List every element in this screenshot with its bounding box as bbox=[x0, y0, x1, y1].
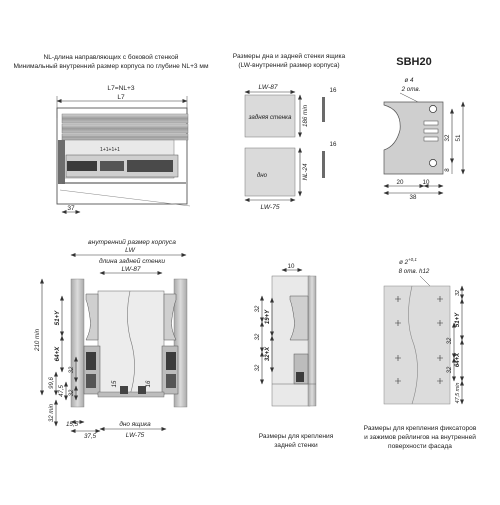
back-panel-label: задняя стенка bbox=[248, 114, 292, 121]
back-mount-side-wall bbox=[308, 276, 316, 406]
lower-rail bbox=[62, 134, 188, 140]
drawer-bottom-label: дно ящика bbox=[119, 421, 151, 428]
bottom-panel-width-label: LW-75 bbox=[260, 204, 280, 211]
facade-hole-diameter: ø $2^{+0,1}$ bbox=[399, 257, 417, 266]
front-fixing bbox=[58, 140, 65, 184]
lw87-label: LW-87 bbox=[121, 266, 141, 273]
bracket-hole-bottom bbox=[429, 159, 436, 166]
dim-32min-label: 32 min bbox=[49, 403, 55, 423]
dim-15-label: 15 bbox=[112, 380, 118, 388]
back-mount-dim-10: 10 bbox=[287, 263, 295, 270]
dim-996-label: 99,6 bbox=[49, 377, 55, 389]
back-mount-dim-32a: 32 bbox=[255, 305, 261, 313]
fixing-pattern-label: 1+1+1+1 bbox=[100, 147, 120, 153]
model-title: SBH20 bbox=[396, 56, 432, 68]
facade-dim-51y: 51+Y bbox=[455, 312, 461, 328]
bracket-dim-32: 32 bbox=[444, 134, 451, 142]
side-view-drawing bbox=[57, 85, 190, 212]
inner-size-label: внутренний размер корпуса bbox=[88, 239, 176, 246]
bottom-panel-label: дно bbox=[256, 172, 268, 179]
dim-51y-label: 51+Y bbox=[54, 310, 61, 326]
back-length-label: длина задней стенки bbox=[98, 258, 166, 265]
bracket-dim-10: 10 bbox=[422, 179, 430, 186]
bracket-dim-38: 38 bbox=[409, 194, 417, 201]
bracket-dim-20: 20 bbox=[396, 179, 404, 186]
facade-dim-32a: 32 bbox=[455, 290, 461, 296]
dim-155-label: 15,5 bbox=[65, 421, 79, 428]
facade-caption-2: и зажимов рейлингов на внутренней bbox=[364, 434, 476, 441]
panel-sizes-subtitle: (LW-внутренний размер корпуса) bbox=[238, 62, 340, 69]
bottom-panel-thickness: 16 bbox=[329, 141, 337, 148]
facade-hole-count: 8 отв. h12 bbox=[398, 268, 430, 275]
guide-length-note bbox=[13, 53, 208, 70]
facade-caption-1: Размеры для крепления фиксаторов bbox=[363, 425, 477, 432]
back-mount-dim-32c: 32 bbox=[255, 364, 261, 372]
facade-drawing bbox=[364, 257, 477, 450]
upper-rail bbox=[62, 114, 188, 123]
bracket-slot-3 bbox=[424, 137, 438, 141]
runner-block-2 bbox=[100, 161, 124, 171]
bracket-dim-51: 51 bbox=[455, 134, 462, 142]
lw-label: LW bbox=[125, 247, 135, 254]
bracket-hole-count: 2 отв. bbox=[401, 86, 421, 93]
bottom-panel-edge bbox=[322, 151, 325, 178]
dim-64x-label: 64+X bbox=[54, 346, 61, 362]
runner-block-1 bbox=[67, 161, 97, 171]
cabinet-left-wall bbox=[71, 279, 84, 407]
back-panel-width-label: LW-87 bbox=[258, 84, 278, 91]
dim-32b-label: 32 bbox=[69, 389, 75, 397]
dim-475-label: 47,5 bbox=[59, 385, 65, 397]
middle-rail bbox=[62, 124, 188, 133]
bottom-panel bbox=[245, 148, 295, 196]
facade-dim-64x: 64+X bbox=[455, 352, 461, 368]
back-panel-thickness: 16 bbox=[329, 87, 337, 94]
bracket-hole-diameter: ø 4 bbox=[404, 77, 414, 84]
dim-375-label: 37,5 bbox=[83, 433, 97, 440]
front-view-drawing bbox=[34, 238, 187, 440]
bracket-drawing bbox=[384, 56, 463, 201]
facade-dim-475: 47,5 min bbox=[455, 382, 461, 404]
bottom-panel-depth-label: NL-24 bbox=[302, 163, 309, 181]
drawer-bottom bbox=[98, 392, 164, 397]
back-mount-dim-32x: 32+X bbox=[265, 346, 271, 362]
bracket-slot-2 bbox=[424, 129, 438, 133]
bracket-hole-top bbox=[429, 105, 436, 112]
facade-panel bbox=[384, 286, 450, 404]
note-line-2: Минимальный внутренний размер корпуса по глубине NL+3 мм bbox=[13, 63, 209, 70]
dim-210-label: 210 min bbox=[34, 328, 41, 352]
lw75-label: LW-75 bbox=[125, 432, 145, 439]
facade-caption-3: поверхности фасада bbox=[388, 443, 452, 450]
drawer-back-panel bbox=[98, 291, 164, 395]
l7-label: L7 bbox=[117, 94, 125, 101]
bracket-slot-1 bbox=[424, 121, 438, 125]
l7-formula-label: L7=NL+3 bbox=[107, 85, 135, 92]
back-panel-edge bbox=[322, 97, 325, 122]
dim-32a-label: 32 bbox=[69, 366, 75, 374]
note-line-1: NL-длина направляющих с боковой стенкой bbox=[43, 54, 179, 61]
left-bracket bbox=[86, 294, 98, 340]
back-mount-dim-32b: 32 bbox=[255, 333, 261, 341]
back-mount-panel bbox=[272, 276, 310, 406]
back-mount-caption-2: задней стенки bbox=[274, 442, 318, 449]
runner-block-3 bbox=[127, 160, 173, 172]
back-mount-drawing bbox=[255, 263, 334, 449]
back-mount-caption-1: Размеры для крепления bbox=[258, 433, 334, 440]
facade-dim-32c: 32 bbox=[447, 366, 453, 374]
panel-sizes-block bbox=[233, 52, 346, 211]
bracket-dim-8: 8 bbox=[444, 168, 451, 172]
facade-dim-32b: 32 bbox=[447, 337, 453, 345]
back-mount-dim-19y: 19+Y bbox=[265, 309, 271, 325]
dim-37-label: 37 bbox=[67, 205, 75, 212]
back-panel-height-label: 186 min bbox=[302, 104, 309, 128]
panel-sizes-title: Размеры дна и задней стенки ящика bbox=[232, 53, 346, 60]
dim-16-label: 16 bbox=[146, 380, 152, 388]
